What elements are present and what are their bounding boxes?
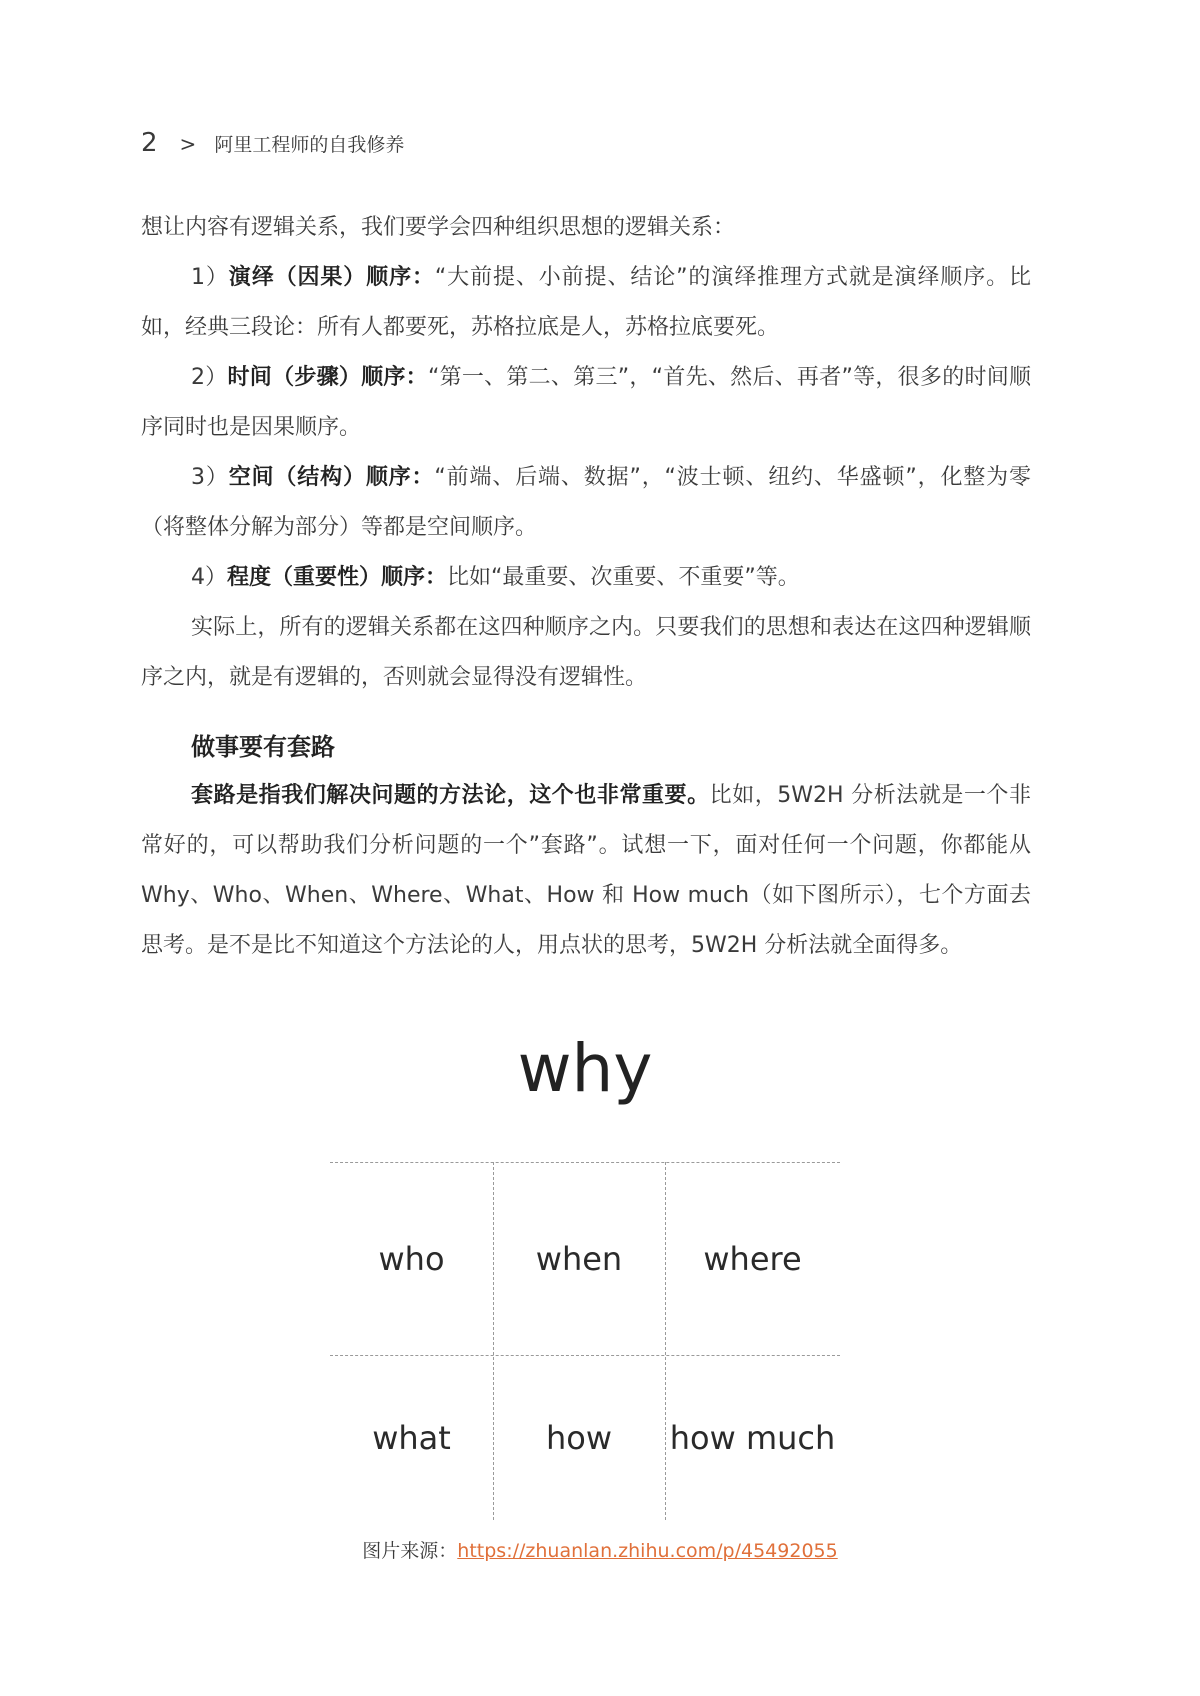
- list-item-number: 4）: [191, 565, 227, 590]
- list-item-text: “第一、第二、第三”，“首先、然后、再者”等，很多的时间顺序同时也是因果顺序。: [141, 365, 1031, 440]
- list-item: [141, 253, 1031, 353]
- list-item-term: 程度（重要性）顺序：: [227, 565, 448, 590]
- section-lead: 套路是指我们解决问题的方法论，这个也非常重要。: [191, 783, 710, 808]
- intro-paragraph: 想让内容有逻辑关系，我们要学会四种组织思想的逻辑关系：: [141, 215, 736, 240]
- grid-cell-what: what: [372, 1418, 451, 1457]
- figure-caption: [0, 1536, 1200, 1563]
- list-item-term: 演绎（因果）顺序：: [228, 265, 435, 290]
- chevron-right-icon: >: [179, 132, 197, 156]
- 5w2h-figure: [330, 1030, 840, 1520]
- page-header: [141, 128, 404, 158]
- list-item-number: 2）: [191, 365, 228, 390]
- grid-cell-where: where: [703, 1239, 802, 1278]
- section-text: 比如，5W2H 分析法就是一个非常好的，可以帮助我们分析问题的一个”套路”。试想一下，面对任何一个问题，你都能从 Why、Who、When、Where、What、How 和 How much（如下图所示），七个方面去思考。是不是比不知道这个方法论的人，用点状的思考，5W2H 分析法就全面得多。: [141, 783, 1031, 958]
- summary-paragraph: 实际上，所有的逻辑关系都在这四种顺序之内。只要我们的思想和表达在这四种逻辑顺序之内，就是有逻辑的，否则就会显得没有逻辑性。: [141, 615, 1031, 690]
- list-item: [141, 553, 1031, 603]
- list-item: [141, 353, 1031, 453]
- running-title: 阿里工程师的自我修养: [214, 134, 405, 156]
- body-text: [141, 203, 1031, 971]
- figure-title: why: [517, 1030, 653, 1107]
- grid-cell-how: how: [545, 1418, 613, 1457]
- list-item: [141, 453, 1031, 553]
- section-paragraph: [141, 771, 1031, 971]
- source-link[interactable]: https://zhuanlan.zhihu.com/p/45492055: [457, 1540, 838, 1562]
- grid-cell-how-much: how much: [669, 1418, 836, 1457]
- caption-label: 图片来源：: [362, 1540, 458, 1562]
- list-item-text: 比如“最重要、次重要、不重要”等。: [447, 565, 800, 590]
- page-number: 2: [141, 128, 158, 158]
- list-item-number: 3）: [191, 465, 229, 490]
- grid-cell-when: when: [535, 1239, 623, 1278]
- list-item-term: 时间（步骤）顺序：: [227, 365, 428, 390]
- list-item-text: “大前提、小前提、结论”的演绎推理方式就是演绎顺序。比如，经典三段论：所有人都要死，苏格拉底是人，苏格拉底要死。: [141, 265, 1031, 340]
- list-item-text: “前端、后端、数据”，“波士顿、纽约、华盛顿”，化整为零（将整体分解为部分）等都是空间顺序。: [141, 465, 1031, 540]
- list-item-number: 1）: [191, 265, 229, 290]
- list-item-term: 空间（结构）顺序：: [228, 465, 435, 490]
- section-heading: 做事要有套路: [191, 733, 335, 761]
- grid-cell-who: who: [378, 1239, 445, 1278]
